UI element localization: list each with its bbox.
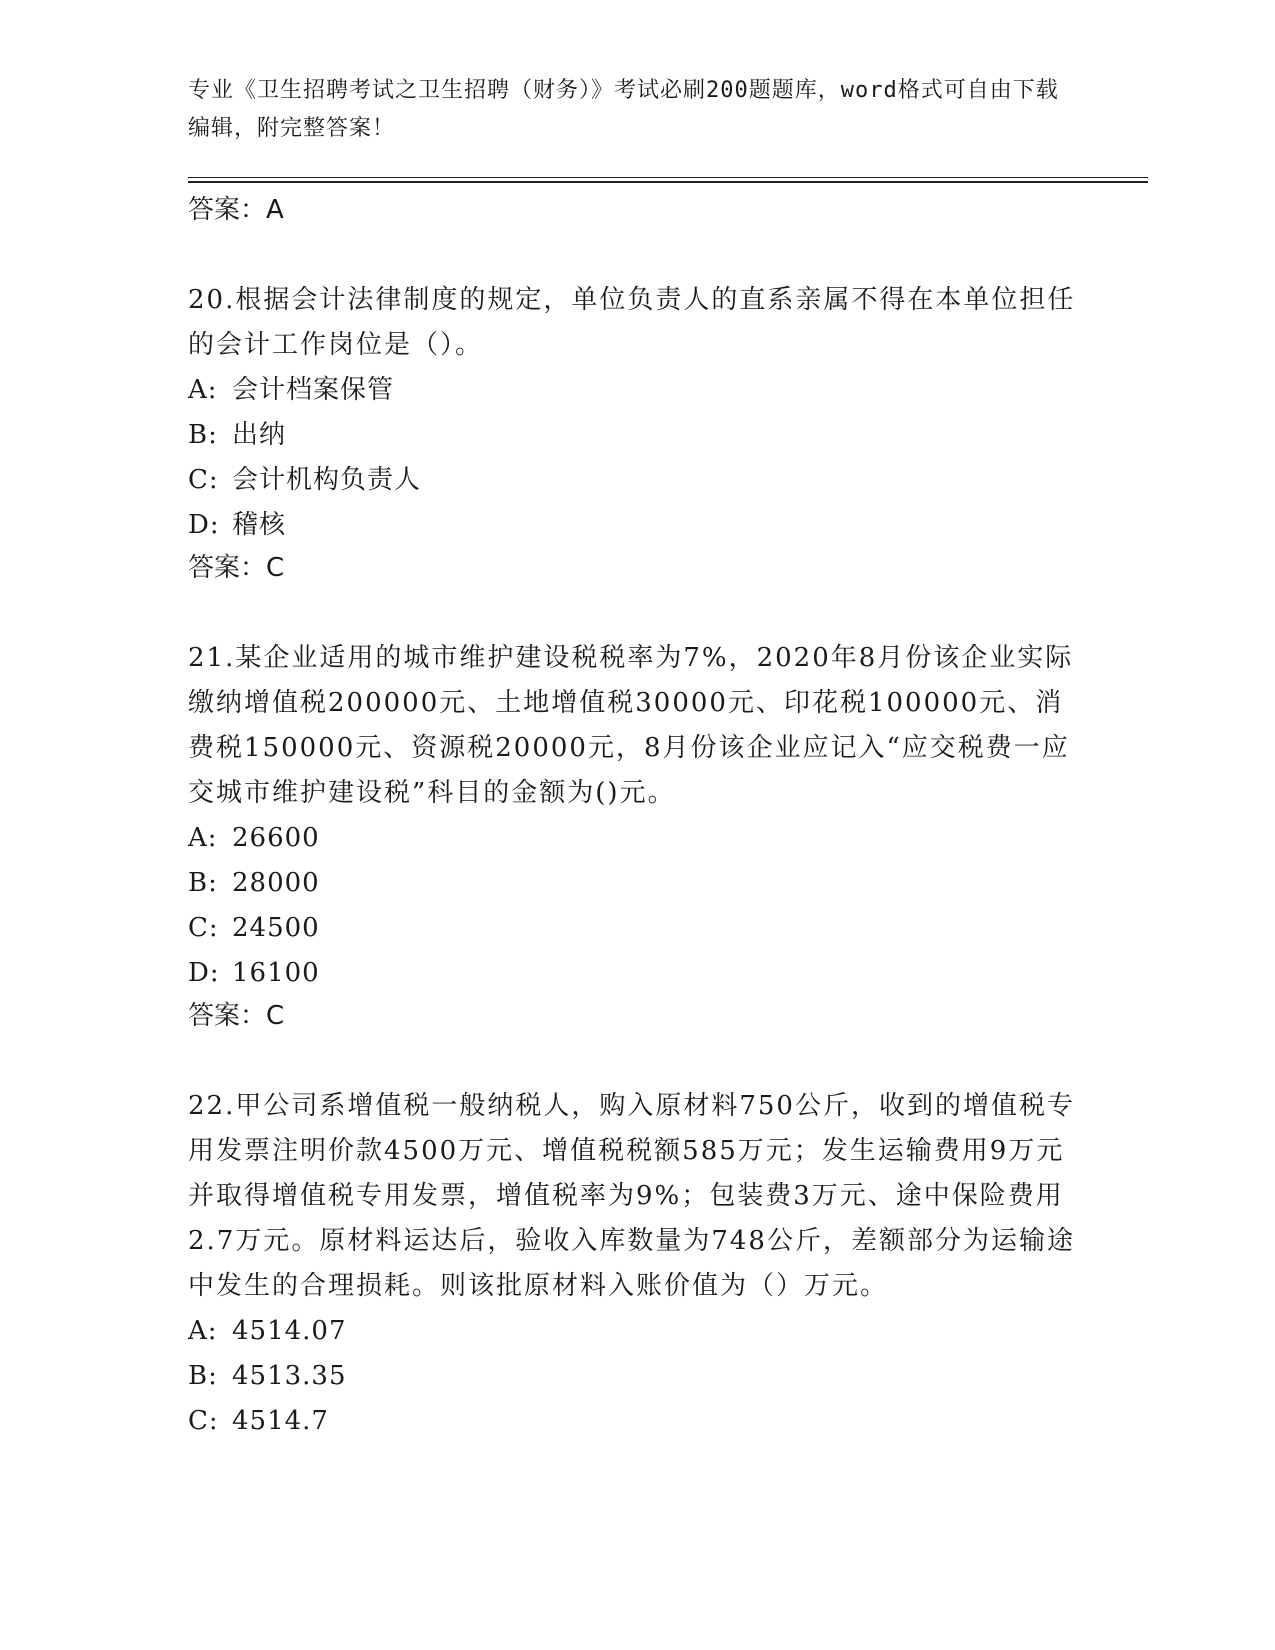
answer-line: 答案：C xyxy=(188,1001,285,1031)
option-c xyxy=(188,1399,1088,1444)
question-text: 21.某企业适用的城市维护建设税税率为7%，2020年8月份该企业实际缴纳增值税200000元、土地增值税30000元、印花税100000元、消费税150000元、资源税20000元，8月份该企业应记入“应交税费一应交城市维护建设税”科目的金额为()元。 xyxy=(188,643,1074,808)
question-block xyxy=(188,278,1088,588)
option-b xyxy=(188,861,1088,906)
question-text: 20.根据会计法律制度的规定，单位负责人的直系亲属不得在本单位担任的会计工作岗位是（）。 xyxy=(188,285,1076,360)
option-d xyxy=(188,951,1088,996)
option-text: 28000 xyxy=(232,868,320,898)
option-text: 4514.7 xyxy=(232,1406,329,1436)
option-letter: A: xyxy=(188,1316,218,1346)
answer-line: 答案：C xyxy=(188,553,285,583)
question-block xyxy=(188,636,1088,1036)
option-d xyxy=(188,503,1088,548)
previous-answer: 答案：A xyxy=(188,195,284,225)
option-text: 24500 xyxy=(232,913,320,943)
option-letter: B: xyxy=(188,868,218,898)
option-text: 4514.07 xyxy=(232,1316,347,1346)
option-text: 会计机构负责人 xyxy=(232,465,422,495)
option-letter: B: xyxy=(188,420,218,450)
option-text: 出纳 xyxy=(232,420,287,450)
option-a xyxy=(188,816,1088,861)
option-b xyxy=(188,1354,1088,1399)
question-text: 22.甲公司系增值税一般纳税人，购入原材料750公斤，收到的增值税专用发票注明价款4500万元、增值税税额585万元；发生运输费用9万元并取得增值税专用发票，增值税率为9%；包装费3万元、途中保险费用2.7万元。原材料运达后，验收入库数量为748公斤，差额部分为运输途中发生的合理损耗。则该批原材料入账价值为（）万元。 xyxy=(188,1091,1075,1301)
option-text: 会计档案保管 xyxy=(232,375,395,405)
option-letter: C: xyxy=(188,913,219,943)
option-a xyxy=(188,1309,1088,1354)
spacer xyxy=(188,1036,1088,1084)
option-letter: D: xyxy=(188,958,220,988)
option-text: 4513.35 xyxy=(232,1361,347,1391)
document-body xyxy=(188,190,1088,1444)
option-text: 稽核 xyxy=(232,510,287,540)
question-block xyxy=(188,1084,1088,1444)
document-header: 专业《卫生招聘考试之卫生招聘（财务）》考试必刷200题题库，word格式可自由下载编辑，附完整答案！ xyxy=(188,78,1059,141)
option-letter: A: xyxy=(188,375,218,405)
header-divider-thick xyxy=(188,181,1148,183)
option-letter: B: xyxy=(188,1361,218,1391)
option-text: 16100 xyxy=(232,958,320,988)
option-letter: A: xyxy=(188,823,218,853)
option-text: 26600 xyxy=(232,823,320,853)
option-letter: C: xyxy=(188,465,219,495)
option-letter: D: xyxy=(188,510,220,540)
option-letter: C: xyxy=(188,1406,219,1436)
option-a xyxy=(188,368,1088,413)
spacer xyxy=(188,588,1088,636)
header-divider-thin xyxy=(188,177,1148,178)
option-c xyxy=(188,458,1088,503)
option-c xyxy=(188,906,1088,951)
spacer xyxy=(188,230,1088,278)
option-b xyxy=(188,413,1088,458)
